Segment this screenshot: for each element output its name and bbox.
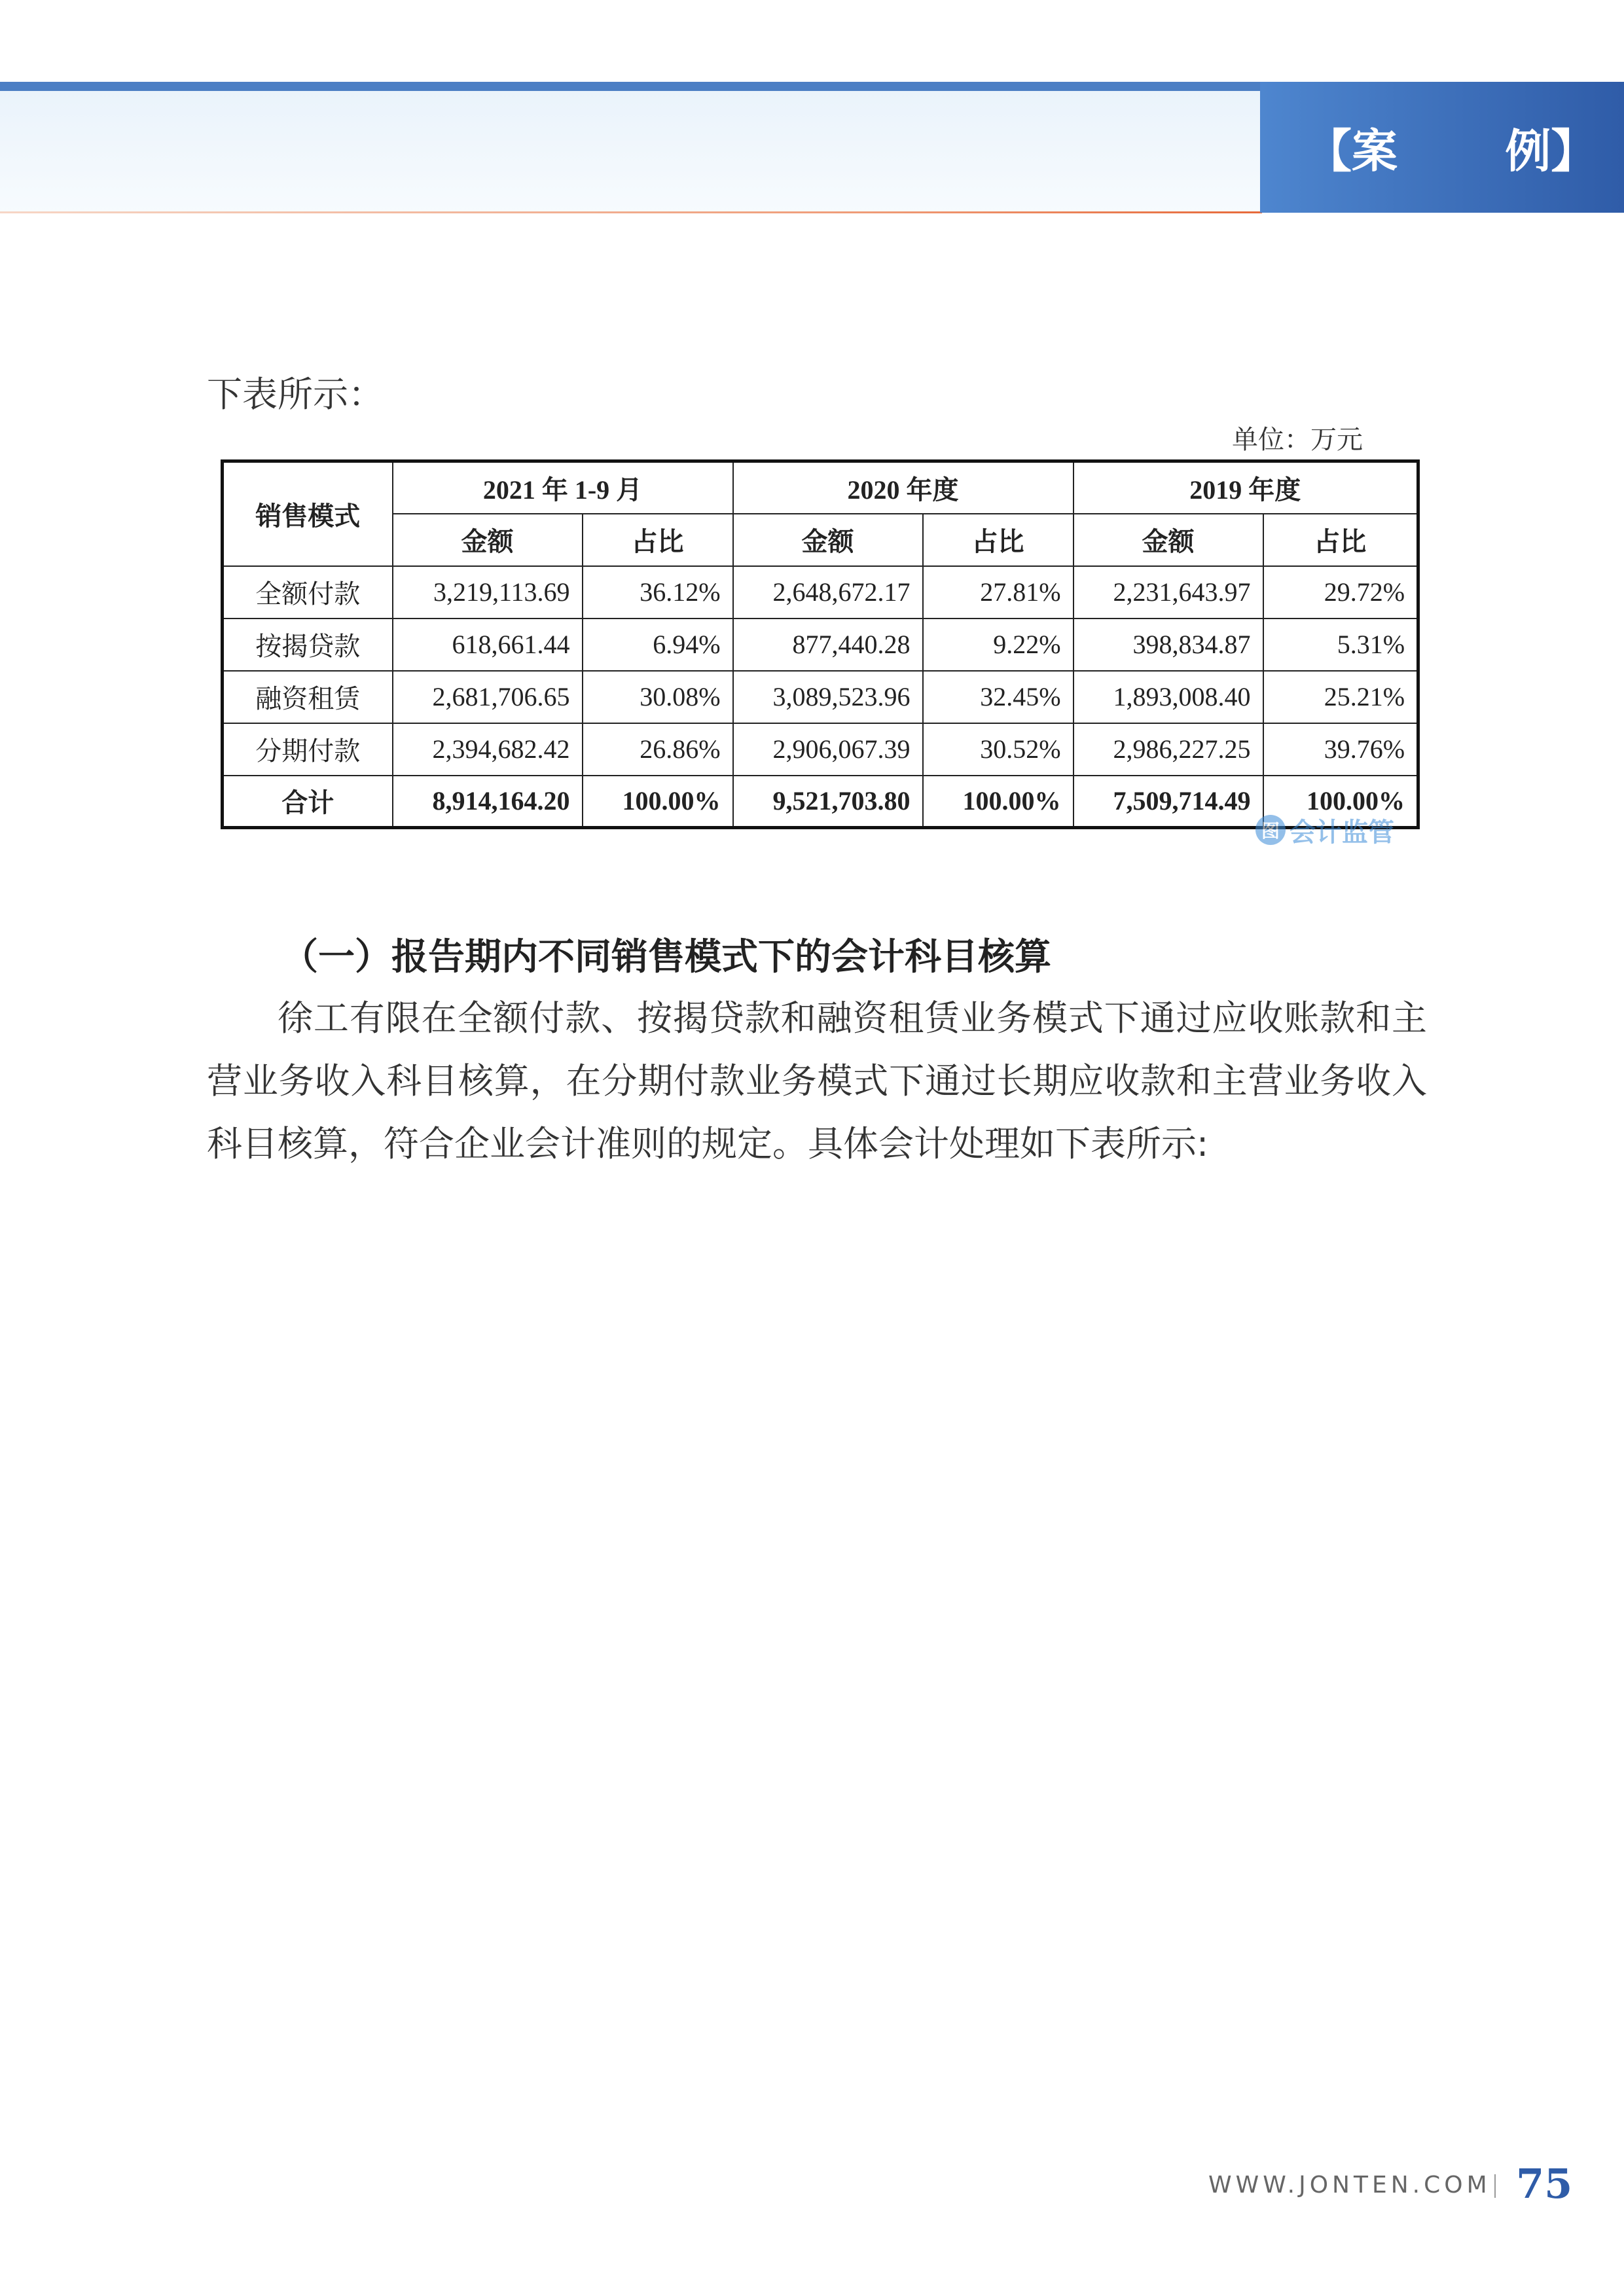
- row-label: 按揭贷款: [223, 619, 393, 671]
- table-subheader-row: [223, 514, 1418, 566]
- header-amount: 金额: [1074, 514, 1263, 566]
- section-subheading: （一）报告期内不同销售模式下的会计科目核算: [281, 936, 1051, 978]
- cell-value: 30.08%: [583, 671, 733, 723]
- sales-mode-table: [221, 459, 1420, 829]
- watermark-icon: 图: [1255, 815, 1286, 845]
- row-label: 全额付款: [223, 566, 393, 619]
- header-amount: 金额: [733, 514, 923, 566]
- cell-value: 100.00%: [1263, 776, 1418, 828]
- watermark-text: 会计监管: [1290, 817, 1394, 848]
- header-banner: [0, 82, 1262, 213]
- header-period-2019: 2019 年度: [1074, 461, 1418, 514]
- table-row: [223, 566, 1418, 619]
- header-ratio: 占比: [1263, 514, 1418, 566]
- cell-value: 618,661.44: [393, 619, 583, 671]
- row-label-total: 合计: [223, 776, 393, 828]
- header-ratio: 占比: [583, 514, 733, 566]
- header-period-2020: 2020 年度: [733, 461, 1074, 514]
- cell-value: 25.21%: [1263, 671, 1418, 723]
- cell-value: 2,986,227.25: [1074, 723, 1263, 776]
- cell-value: 27.81%: [923, 566, 1074, 619]
- cell-value: 36.12%: [583, 566, 733, 619]
- table-header-row: [223, 461, 1418, 514]
- cell-value: 3,089,523.96: [733, 671, 923, 723]
- table-total-row: [223, 776, 1418, 828]
- cell-value: 7,509,714.49: [1074, 776, 1263, 828]
- cell-value: 9,521,703.80: [733, 776, 923, 828]
- cell-value: 32.45%: [923, 671, 1074, 723]
- unit-label: 单位：万元: [1232, 425, 1363, 455]
- cell-value: 9.22%: [923, 619, 1074, 671]
- row-label: 分期付款: [223, 723, 393, 776]
- footer-website: WWW.JONTEN.COM: [1208, 2172, 1491, 2198]
- cell-value: 2,231,643.97: [1074, 566, 1263, 619]
- section-tab: [1260, 82, 1624, 213]
- cell-value: 30.52%: [923, 723, 1074, 776]
- body-paragraph: 徐工有限在全额付款、按揭贷款和融资租赁业务模式下通过应收账款和主营业务收入科目核算，在分期付款业务模式下通过长期应收款和主营业务收入科目核算，符合企业会计准则的规定。具体会计处理如下表所示:: [207, 997, 1427, 1164]
- section-tab-label: 【案 例】: [1306, 124, 1597, 178]
- cell-value: 39.76%: [1263, 723, 1418, 776]
- header-sales-mode: 销售模式: [223, 461, 393, 566]
- cell-value: 2,906,067.39: [733, 723, 923, 776]
- page-number: 75: [1516, 2160, 1573, 2208]
- cell-value: 8,914,164.20: [393, 776, 583, 828]
- cell-value: 2,394,682.42: [393, 723, 583, 776]
- table-row: [223, 619, 1418, 671]
- footer-divider: [1494, 2174, 1496, 2198]
- cell-value: 5.31%: [1263, 619, 1418, 671]
- header-amount: 金额: [393, 514, 583, 566]
- cell-value: 877,440.28: [733, 619, 923, 671]
- header-divider: [0, 211, 1262, 213]
- cell-value: 3,219,113.69: [393, 566, 583, 619]
- table-row: [223, 671, 1418, 723]
- cell-value: 100.00%: [583, 776, 733, 828]
- cell-value: 6.94%: [583, 619, 733, 671]
- intro-text: 下表所示：: [207, 374, 384, 415]
- header-ratio: 占比: [923, 514, 1074, 566]
- cell-value: 26.86%: [583, 723, 733, 776]
- cell-value: 2,681,706.65: [393, 671, 583, 723]
- cell-value: 2,648,672.17: [733, 566, 923, 619]
- table-row: [223, 723, 1418, 776]
- cell-value: 29.72%: [1263, 566, 1418, 619]
- row-label: 融资租赁: [223, 671, 393, 723]
- cell-value: 398,834.87: [1074, 619, 1263, 671]
- cell-value: 100.00%: [923, 776, 1074, 828]
- header-period-2021: 2021 年 1-9 月: [393, 461, 733, 514]
- cell-value: 1,893,008.40: [1074, 671, 1263, 723]
